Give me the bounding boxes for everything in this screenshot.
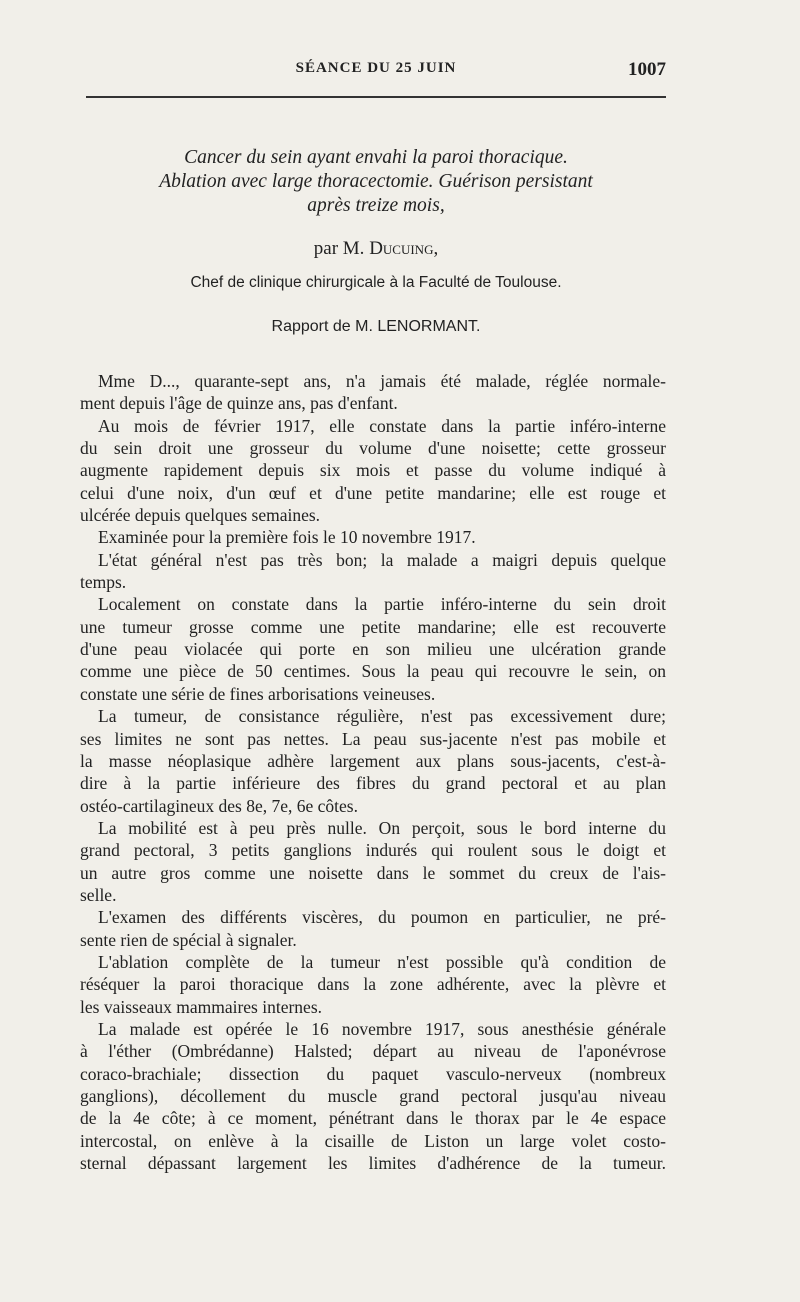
- author-name: Ducuing,: [369, 238, 439, 259]
- text-line: un autre gros comme une noisette dans le sommet du creux de l'ais-: [80, 862, 666, 883]
- text-line: L'état général n'est pas très bon; la malade a maigri depuis quelque: [98, 549, 666, 570]
- text-line: comme une pièce de 50 centimes. Sous la peau qui recouvre le sein, on: [80, 661, 666, 682]
- text-line: intercostal, on enlève à la cisaille de Liston un large volet costo-: [80, 1130, 666, 1151]
- text-line: la masse néoplasique adhère largement aux plans sous-jacents, c'est-à-: [80, 750, 666, 771]
- text-line: à l'éther (Ombrédanne) Halsted; départ au niveau de l'aponévrose: [80, 1041, 666, 1062]
- header-rule: [86, 96, 666, 98]
- text-line: sternal dépassant largement les limites d'adhérence de la tumeur.: [80, 1153, 666, 1174]
- text-line: dire à la partie inférieure des fibres du grand pectoral et au plan: [80, 773, 666, 794]
- text-line: d'une peau violacée qui porte en son milieu une ulcération grande: [80, 639, 666, 660]
- text-line: une tumeur grosse comme une petite mandarine; elle est recouverte: [80, 616, 666, 637]
- text-line: temps.: [80, 572, 127, 593]
- text-line: La mobilité est à peu près nulle. On perçoit, sous le bord interne du: [98, 817, 666, 838]
- text-line: L'examen des différents viscères, du poumon en particulier, ne pré-: [98, 907, 666, 928]
- text-line: La malade est opérée le 16 novembre 1917, sous anesthésie générale: [98, 1018, 666, 1039]
- text-line: Localement on constate dans la partie inféro-interne du sein droit: [98, 594, 666, 615]
- text-line: du sein droit une grosseur du volume d'une noisette; cette grosseur: [80, 438, 666, 459]
- text-line: ment depuis l'âge de quinze ans, pas d'enfant.: [80, 393, 398, 414]
- text-line: La tumeur, de consistance régulière, n'est pas excessivement dure;: [98, 706, 666, 727]
- author-line: [86, 238, 666, 260]
- text-line: grand pectoral, 3 petits ganglions indurés qui roulent sous le doigt et: [80, 840, 666, 861]
- text-line: ganglions), décollement du muscle grand pectoral jusqu'au niveau: [80, 1086, 666, 1106]
- text-line: L'ablation complète de la tumeur n'est possible qu'à condition de: [98, 951, 666, 972]
- text-line: les vaisseaux mammaires internes.: [80, 996, 323, 1017]
- text-line: ulcérée depuis quelques semaines.: [80, 505, 321, 526]
- text-line: Au mois de février 1917, elle constate dans la partie inféro-interne: [98, 415, 666, 436]
- title-line: Ablation avec large thoracectomie. Guérison persistant: [159, 171, 593, 192]
- text-line: constate une série de fines arborisations veineuses.: [80, 683, 436, 704]
- text-line: Mme D..., quarante-sept ans, n'a jamais été malade, réglée normale-: [98, 371, 666, 391]
- text-line: de la 4e côte; à ce moment, pénétrant dans le thorax par le 4e espace: [80, 1108, 666, 1129]
- text-line: augmente rapidement depuis six mois et passe du volume indiqué à: [80, 460, 666, 481]
- title-line: après treize mois,: [307, 195, 445, 216]
- text-line: celui d'une noix, d'un œuf et d'une petite mandarine; elle est rouge et: [80, 482, 666, 503]
- author-affiliation: Chef de clinique chirurgicale à la Faculté de Toulouse.: [190, 274, 562, 291]
- article-title: [86, 146, 666, 218]
- text-line: Examinée pour la première fois le 10 novembre 1917.: [98, 527, 476, 548]
- text-line: selle.: [80, 884, 117, 905]
- text-line: sente rien de spécial à signaler.: [80, 929, 297, 950]
- text-line: ses limites ne sont pas nettes. La peau sus-jacente n'est pas mobile et: [80, 728, 666, 749]
- title-line: Cancer du sein ayant envahi la paroi thoracique.: [184, 147, 568, 168]
- report-line: Rapport de M. LENORMANT.: [271, 318, 481, 335]
- running-title: SÉANCE DU 25 JUIN: [295, 60, 457, 76]
- running-header: [86, 60, 666, 88]
- text-line: ostéo-cartilagineux des 8e, 7e, 6e côtes.: [80, 795, 358, 816]
- page-number: 1007: [628, 59, 666, 80]
- body-text: [80, 370, 666, 1174]
- author-prefix: par M.: [313, 238, 370, 259]
- text-line: réséquer la paroi thoracique dans la zone adhérente, avec la plèvre et: [80, 974, 666, 995]
- text-line: coraco-brachiale; dissection du paquet vasculo-nerveux (nombreux: [80, 1063, 666, 1084]
